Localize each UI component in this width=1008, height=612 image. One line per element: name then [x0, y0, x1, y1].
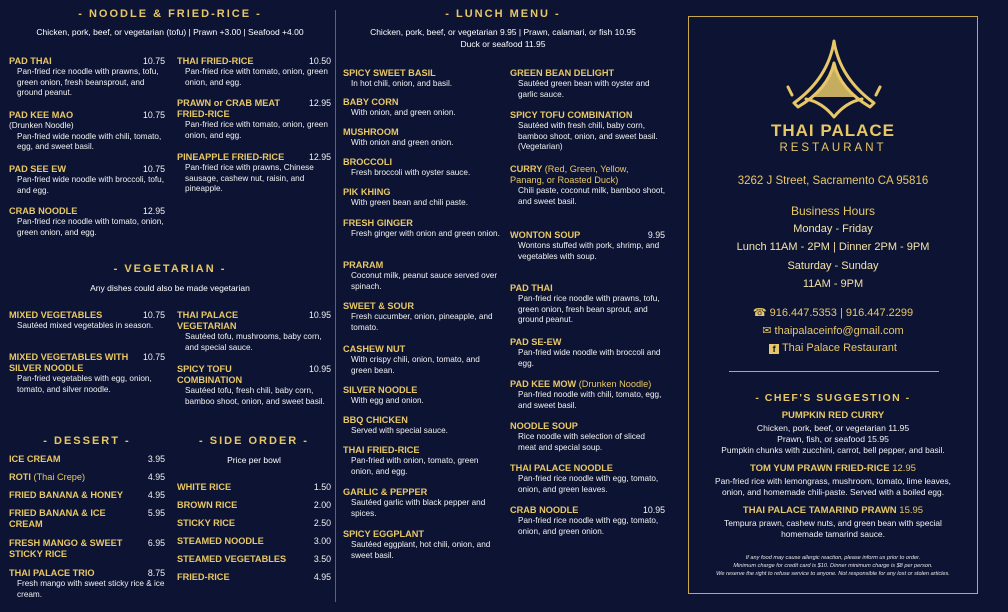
item-price: 10.75 — [142, 110, 165, 120]
item-name: PAD SEE EW — [9, 164, 67, 174]
item-desc: Pan-fried rice noodle with prawns, tofu, green onion, fresh beansprout, and ground peanut. — [17, 67, 159, 97]
hours-title: Business Hours — [790, 204, 876, 218]
item-desc: Served with special sauce. — [351, 426, 448, 435]
item-desc: Pan-fried wide noodle with broccoli, tofu, and egg. — [17, 175, 164, 195]
lunch-note-2: Duck or seafood 11.95 — [460, 39, 546, 49]
item-name — [343, 260, 501, 271]
item-name — [9, 472, 165, 483]
item-name — [510, 421, 665, 432]
item-name: FRIED-RICE — [177, 572, 230, 582]
item-desc: Pan-fried wide noodle with chili, tomato, egg, and sweet basil. — [17, 131, 162, 151]
item-name — [343, 97, 501, 108]
menu-item — [177, 482, 331, 493]
item-name: BROWN RICE — [177, 500, 238, 510]
item-desc: Pan-fried rice noodle with egg, tomato, onion, and green onion. — [518, 516, 659, 536]
item-name: CRAB NOODLE — [9, 206, 78, 216]
item-desc: Pan-fried rice with tomato, onion, green onion, and egg. — [185, 67, 328, 87]
item-name — [343, 218, 501, 229]
chef-item-desc: Pan-fried rice with lemongrass, mushroom, tomato, lime leaves, — [715, 476, 951, 486]
item-name — [343, 187, 501, 198]
item-name-text: SPICY TOFU COMBINATION — [510, 110, 633, 120]
item-desc: Wontons stuffed with pork, shrimp, and vegetables with soup. — [518, 241, 660, 261]
item-price: 12.95 — [308, 152, 331, 162]
item-name — [510, 505, 665, 516]
item-price: 3.00 — [313, 536, 331, 546]
item-name: PRAWN or CRAB MEAT FRIED-RICE — [177, 98, 280, 119]
item-name-text: WONTON SOUP — [510, 230, 581, 240]
menu-item — [9, 472, 165, 483]
item-name — [343, 445, 501, 456]
vegetarian-title-text: VEGETARIAN — [124, 263, 216, 275]
item-name: MIXED VEGETABLES WITH SILVER NOODLE — [9, 352, 129, 373]
item-price: 10.75 — [142, 164, 165, 174]
phone-icon: ☎ — [752, 307, 767, 319]
email-row[interactable] — [689, 324, 977, 337]
chef-item-name: PUMPKIN RED CURRY — [781, 410, 885, 421]
item-price: 10.75 — [142, 56, 165, 66]
item-desc: Pan-fried rice noodle with prawns, tofu, green onion, fresh bean sprout, and ground peanut. — [518, 294, 660, 324]
facebook-name: Thai Palace Restaurant — [781, 342, 897, 354]
item-desc: Sautéed with fresh chili, baby corn, bamboo shoot, onion, and sweet basil. (Vegetarian) — [518, 121, 658, 151]
menu-item — [343, 218, 501, 240]
menu-item — [510, 463, 665, 495]
item-sub: (Drunken Noodle) — [9, 121, 74, 130]
lunch-title-text: LUNCH MENU — [456, 8, 550, 20]
item-name: STEAMED NOODLE — [177, 536, 264, 546]
item-desc: Sautéed garlic with black pepper and spices. — [351, 498, 486, 518]
menu-item — [177, 310, 331, 353]
menu-item — [177, 98, 331, 141]
item-price: 2.50 — [313, 518, 331, 528]
item-name: FRIED BANANA & HONEY — [9, 490, 123, 500]
item-price: 6.95 — [147, 538, 165, 548]
item-name-text: SWEET & SOUR — [343, 301, 414, 311]
menu-item — [510, 505, 665, 537]
item-name-text: PRARAM — [343, 260, 384, 270]
item-name-text: PAD THAI — [510, 283, 553, 293]
menu-item — [9, 352, 165, 395]
menu-item — [177, 536, 331, 547]
side-section-title: - SIDE ORDER - — [199, 435, 309, 447]
menu-item — [510, 283, 665, 326]
noodle-section-title: - NOODLE & FRIED-RICE - — [78, 8, 262, 20]
footer-note: If any food may cause allergic reaction, please inform us prior to order. — [745, 555, 921, 561]
item-desc: Sautéed green bean with oyster and garlic sauce. — [518, 79, 650, 99]
item-price: 12.95 — [308, 98, 331, 108]
item-desc: Rice noodle with selection of sliced meat and special soup. — [518, 432, 645, 452]
menu-item — [343, 529, 501, 561]
item-price: 4.95 — [147, 490, 165, 500]
menu-item — [343, 187, 501, 209]
menu-item — [343, 97, 501, 119]
item-price: 10.50 — [308, 56, 331, 66]
item-price: 3.50 — [313, 554, 331, 564]
item-name: ICE CREAM — [9, 454, 61, 464]
item-price: 4.95 — [147, 472, 165, 482]
item-desc: Sautéed tofu, fresh chili, baby corn, bamboo shoot, onion, and sweet basil. — [185, 386, 325, 406]
item-name-text: PAD KEE MOW — [510, 379, 577, 389]
item-desc: Pan-fried rice with prawns, Chinese sausage, cashew nut, raisin, and pineapple. — [185, 163, 314, 193]
vegetarian-note: Any dishes could also be made vegetarian — [90, 283, 250, 293]
chef-item-desc: homemade tamarind sauce. — [781, 529, 885, 539]
item-sub: (Drunken Noodle) — [578, 379, 652, 389]
temple-roof-logo — [786, 37, 882, 123]
item-name-text: GARLIC & PEPPER — [343, 487, 428, 497]
item-name-text: CURRY — [510, 164, 543, 174]
menu-item — [343, 385, 501, 407]
item-name: THAI FRIED-RICE — [177, 56, 254, 66]
lunch-section-title: - LUNCH MENU - — [445, 8, 561, 20]
noodle-note: Chicken, pork, beef, or vegetarian (tofu) | Prawn +3.00 | Seafood +4.00 — [36, 27, 304, 37]
item-name: THAI PALACE TRIO — [9, 568, 95, 578]
item-name — [343, 487, 501, 498]
item-desc: Pan-fried wide noodle with broccoli and egg. — [518, 348, 661, 368]
menu-item — [177, 56, 331, 88]
menu-item — [343, 127, 501, 149]
menu-item — [9, 110, 165, 153]
item-price: 10.75 — [142, 352, 165, 362]
item-price: 2.00 — [313, 500, 331, 510]
item-desc: With crispy chili, onion, tomato, and green bean. — [351, 355, 480, 375]
hours-line: Saturday - Sunday — [787, 260, 879, 272]
item-name — [510, 230, 665, 241]
chef-item-desc: Pumpkin chunks with zucchini, carrot, bell pepper, and basil. — [721, 445, 945, 455]
item-desc: Pan-fried vegetables with egg, onion, tomato, and silver noodle. — [17, 374, 152, 394]
menu-item — [343, 301, 501, 333]
menu-item — [343, 260, 501, 292]
item-desc: Sautéed tofu, mushrooms, baby corn, and special sauce. — [185, 332, 322, 352]
item-desc: With onion and green onion. — [351, 138, 454, 147]
menu-item — [177, 554, 331, 565]
menu-item — [343, 487, 501, 519]
item-sub: (Red, Green, Yellow, Panang, or Roasted Duck) — [510, 164, 629, 185]
item-name-text: THAI PALACE NOODLE — [510, 463, 613, 473]
vegetarian-section-title: - VEGETARIAN - — [113, 263, 227, 275]
item-desc: Fresh mango with sweet sticky rice & ice cream. — [17, 579, 165, 599]
item-desc: Pan-fried rice noodle with tomato, onion, green onion, and egg. — [17, 217, 164, 237]
menu-item — [9, 454, 165, 465]
item-name — [343, 385, 501, 396]
item-name: FRIED BANANA & ICE CREAM — [9, 508, 106, 529]
item-name: FRESH MANGO & SWEET STICKY RICE — [9, 538, 123, 559]
menu-item — [343, 415, 501, 437]
item-name-text: ROTI — [9, 472, 31, 482]
item-price: 9.95 — [647, 230, 665, 240]
item-name: STICKY RICE — [177, 518, 236, 528]
menu-item — [9, 568, 165, 600]
item-name: SPICY TOFU COMBINATION — [177, 364, 243, 385]
menu-item — [177, 364, 331, 407]
item-name — [510, 463, 665, 474]
menu-item — [510, 337, 665, 369]
menu-item — [9, 508, 165, 530]
item-name-text: NOODLE SOUP — [510, 421, 578, 431]
menu-item — [9, 490, 165, 501]
dessert-title-text: DESSERT — [54, 435, 120, 447]
menu-item — [510, 230, 665, 262]
item-name-text: PAD SE-EW — [510, 337, 562, 347]
item-name-text: FRESH GINGER — [343, 218, 413, 228]
item-name: WHITE RICE — [177, 482, 232, 492]
item-name: PAD THAI — [9, 56, 52, 66]
menu-item — [510, 164, 665, 207]
facebook-row[interactable] — [689, 342, 977, 354]
item-desc: Fresh ginger with onion and green onion. — [351, 229, 500, 238]
item-name-text: CASHEW NUT — [343, 344, 406, 354]
phone-row[interactable] — [689, 306, 977, 319]
restaurant-tagline: RESTAURANT — [779, 142, 887, 154]
chef-item-price: 12.95 — [892, 463, 916, 474]
item-desc: With egg and onion. — [351, 396, 424, 405]
menu-item — [177, 152, 331, 195]
item-desc: Pan-fried noodle with chili, tomato, egg, and sweet basil. — [518, 390, 662, 410]
menu-item — [343, 68, 501, 90]
chef-title-text: CHEF'S SUGGESTION — [764, 392, 902, 404]
item-name-text: BABY CORN — [343, 97, 399, 107]
item-desc: Coconut milk, peanut sauce served over spinach. — [351, 271, 498, 291]
item-desc: Fresh cucumber, onion, pineapple, and tomato. — [351, 312, 493, 332]
chef-item-price: 15.95 — [899, 505, 924, 516]
hours-line: Monday - Friday — [793, 223, 873, 235]
item-name — [510, 110, 665, 121]
menu-item — [510, 421, 665, 453]
item-name — [343, 68, 501, 79]
item-price: 4.95 — [313, 572, 331, 582]
hours-line: Lunch 11AM - 2PM | Dinner 2PM - 9PM — [736, 241, 930, 253]
item-price: 10.95 — [308, 310, 331, 320]
item-desc: Pan-fried rice noodle with egg, tomato, onion, and green leaves. — [518, 474, 659, 494]
item-name-text: BBQ CHICKEN — [343, 415, 408, 425]
menu-item — [9, 538, 165, 560]
item-desc: With green bean and chili paste. — [351, 198, 468, 207]
item-desc: Sautéed eggplant, hot chili, onion, and sweet basil. — [351, 540, 491, 560]
menu-item — [9, 206, 165, 238]
item-name-text: SPICY EGGPLANT — [343, 529, 425, 539]
item-name — [510, 68, 665, 79]
address: 3262 J Street, Sacramento CA 95816 — [737, 175, 929, 187]
item-desc: Pan-fried rice with tomato, onion, green onion, and egg. — [185, 120, 328, 140]
item-price: 1.50 — [313, 482, 331, 492]
menu-item — [510, 68, 665, 100]
side-title-text: SIDE ORDER — [209, 435, 299, 447]
menu-item — [177, 572, 331, 583]
restaurant-name: THAI PALACE — [770, 121, 895, 140]
item-desc: Chili paste, coconut milk, bamboo shoot, and sweet basil. — [518, 186, 665, 206]
item-name-text: CRAB NOODLE — [510, 505, 579, 515]
menu-item — [9, 56, 165, 99]
item-name — [510, 164, 665, 186]
menu-item — [343, 157, 501, 179]
item-price: 3.95 — [147, 454, 165, 464]
item-name-text: MUSHROOM — [343, 127, 399, 137]
item-name — [510, 379, 665, 390]
item-name — [343, 344, 501, 355]
item-desc: With onion, and green onion. — [351, 108, 456, 117]
noodle-title-text: NOODLE & FRIED-RICE — [88, 8, 252, 20]
item-price: 10.75 — [142, 310, 165, 320]
item-name: STEAMED VEGETABLES — [177, 554, 287, 564]
side-note: Price per bowl — [227, 455, 281, 465]
item-price: 10.95 — [308, 364, 331, 374]
chef-item-heading — [689, 463, 977, 474]
chef-item-heading — [689, 505, 977, 516]
item-name: PINEAPPLE FRIED-RICE — [177, 152, 285, 162]
item-name — [343, 301, 501, 312]
item-desc: Pan-fried with onion, tomato, green onion, and egg. — [351, 456, 479, 476]
item-desc: In hot chili, onion, and basil. — [351, 79, 453, 88]
item-name — [343, 415, 501, 426]
item-name: PAD KEE MAO — [9, 110, 74, 120]
item-desc: Sautéed mixed vegetables in season. — [17, 321, 154, 330]
chef-item-desc: onion, and homemade chili-paste. Served with a boiled egg. — [721, 487, 945, 497]
item-name-text: SPICY SWEET BASIL — [343, 68, 436, 78]
item-price: 12.95 — [142, 206, 165, 216]
footer-note: We reserve the right to refuse service to anyone. Not responsible for any lost or stolen articles. — [716, 571, 950, 577]
chef-divider — [729, 371, 939, 372]
item-name — [343, 127, 501, 138]
item-desc: Fresh broccoli with oyster sauce. — [351, 168, 471, 177]
item-name-text: THAI FRIED-RICE — [343, 445, 420, 455]
item-name: THAI PALACE VEGETARIAN — [177, 310, 239, 331]
item-name-text: GREEN BEAN DELIGHT — [510, 68, 615, 78]
menu-item — [177, 518, 331, 529]
menu-item — [9, 164, 165, 196]
item-price: 8.75 — [147, 568, 165, 578]
column-divider — [335, 10, 336, 602]
restaurant-panel — [688, 16, 978, 594]
dessert-section-title: - DESSERT - — [43, 435, 131, 447]
envelope-icon: ✉ — [762, 325, 772, 337]
item-name — [343, 157, 501, 168]
item-sub: (Thai Crepe) — [33, 472, 86, 482]
menu-item — [343, 445, 501, 477]
facebook-icon: f — [769, 344, 779, 354]
item-name-text: SILVER NOODLE — [343, 385, 418, 395]
chef-section-title: - CHEF'S SUGGESTION - — [755, 392, 911, 404]
item-name — [343, 529, 501, 540]
menu-item — [510, 110, 665, 153]
phone-numbers: 916.447.5353 | 916.447.2299 — [769, 307, 914, 319]
item-name — [510, 337, 665, 348]
item-price: 10.95 — [642, 505, 665, 515]
menu-item — [343, 344, 501, 376]
item-name: MIXED VEGETABLES — [9, 310, 103, 320]
item-name-text: BROCCOLI — [343, 157, 392, 167]
item-price: 5.95 — [147, 508, 165, 518]
lunch-note-1: Chicken, pork, beef, or vegetarian 9.95 | Prawn, calamari, or fish 10.95 — [370, 27, 636, 37]
item-name-text: PIK KHING — [343, 187, 391, 197]
menu-item — [177, 500, 331, 511]
menu-item — [510, 379, 665, 411]
chef-item-desc: Tempura prawn, cashew nuts, and green bean with special — [724, 518, 942, 528]
chef-item-desc: Chicken, pork, beef, or vegetarian 11.95 — [756, 423, 910, 433]
item-name — [510, 283, 665, 294]
chef-item-name: THAI PALACE TAMARIND PRAWN — [742, 505, 897, 516]
menu-item — [9, 310, 165, 332]
chef-item-desc: Prawn, fish, or seafood 15.95 — [777, 434, 889, 444]
email-address: thaipalaceinfo@gmail.com — [774, 325, 904, 337]
footer-note: Minimum charge for credit card is $10. Dinner minimum charge is $8 per person. — [733, 563, 933, 569]
hours-line: 11AM - 9PM — [802, 278, 864, 290]
chef-item-name: TOM YUM PRAWN FRIED-RICE — [750, 463, 890, 474]
